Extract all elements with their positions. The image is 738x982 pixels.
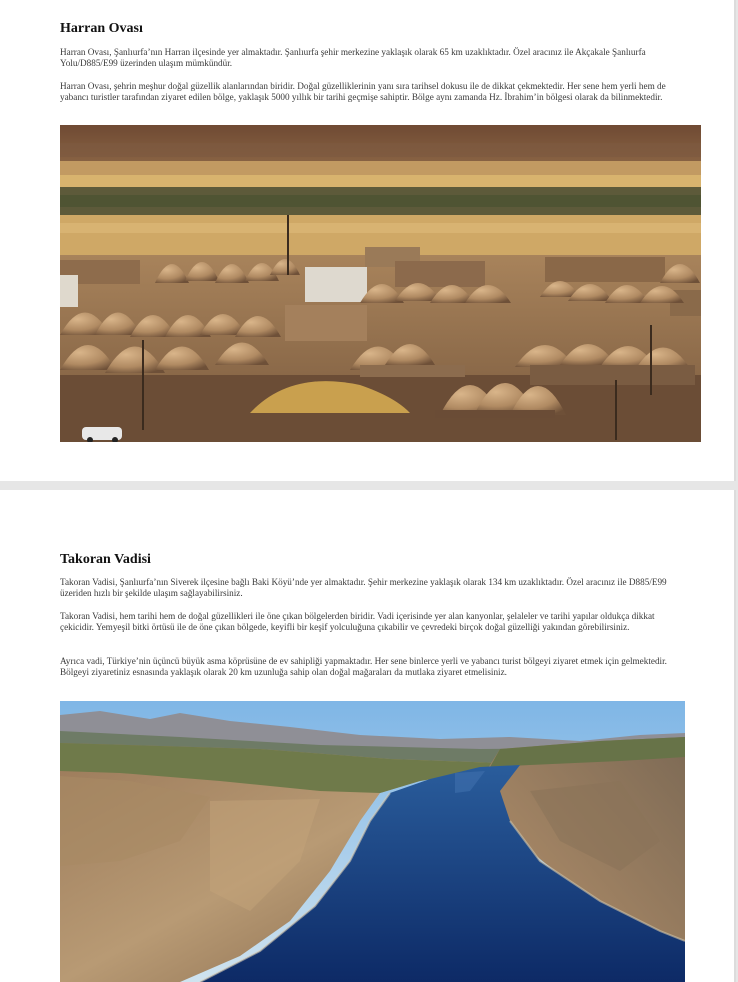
paragraph-takoran-2: Takoran Vadisi, hem tarihi hem de doğal güzellikleri ile öne çıkan bölgelerden biridir. Vadi içerisinde yer alan kanyonlar, şelaleler ve tarihi yapılar oldukça dikkat çekicidir. Yemyeşil bitki örtüsü ile de öne çıkan bölgede, keyifli bir keşif yolculuğuna çıkabilir ve çevredeki birçok doğal güzelliği yakından görebilirsiniz. [60, 611, 655, 633]
document-page-1 [0, 0, 736, 481]
paragraph-harran-2: Harran Ovası, şehrin meşhur doğal güzellik alanlarından biridir. Doğal güzelliklerinin yanı sıra tarihsel dokusu ile de dikkat çekmektedir. Her sene hem yerli hem de yabancı turistler tarafından ziyaret edilen bölge, yaklaşık 5000 yıllık bir tarihi geçmişe sahiptir. Bölge aynı zamanda Hz. İbrahim’in bölgesi olarak da bilinmektedir. [60, 81, 666, 103]
takoran-canyon-river-photo [60, 701, 685, 982]
document-page-2 [0, 490, 736, 982]
section-title-takoran: Takoran Vadisi [60, 552, 151, 567]
paragraph-takoran-3: Ayrıca vadi, Türkiye’nin üçüncü büyük asma köprüsüne de ev sahipliği yapmaktadır. Her sene binlerce yerli ve yabancı turist bölgeyi ziyaret etmek için gelmektedir. Bölgeyi ziyaretiniz esnasında yaklaşık olarak 20 km uzunluğa sahip olan doğal mağaraları da mutlaka ziyaret etmelisiniz. [60, 656, 667, 678]
harran-beehive-houses-photo [60, 125, 701, 442]
paragraph-harran-1: Harran Ovası, Şanlıurfa’nın Harran ilçesinde yer almaktadır. Şanlıurfa şehir merkezine yaklaşık olarak 65 km uzaklıktadır. Özel aracınız ile Akçakale Şanlıurfa Yolu/D885/E99 üzerinden ulaşım mümkündür. [60, 47, 646, 69]
paragraph-takoran-1: Takoran Vadisi, Şanlıurfa’nın Siverek ilçesine bağlı Baki Köyü’nde yer almaktadır. Şehir merkezine yaklaşık olarak 134 km uzaklıktadır. Özel aracınız ile D885/E99 üzeriden hızlı bir şekilde ulaşım sağlayabilirsiniz. [60, 577, 667, 599]
section-title-harran: Harran Ovası [60, 21, 143, 36]
